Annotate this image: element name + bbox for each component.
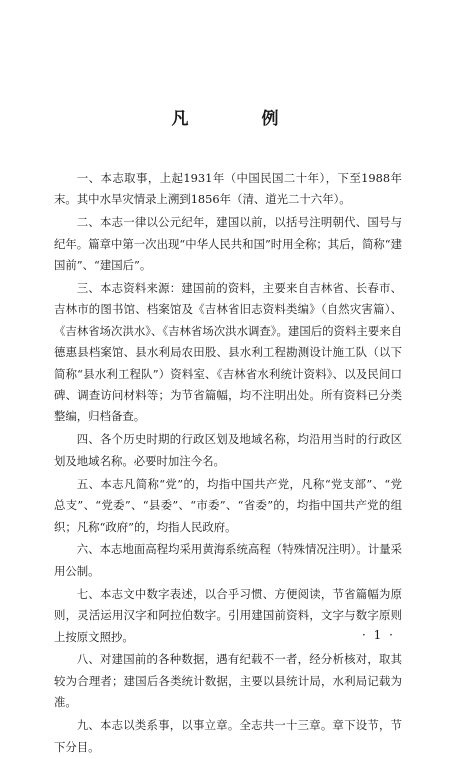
page-title: 凡 例 (171, 109, 307, 129)
page-number: · 1 · (362, 628, 395, 642)
paragraph-5: 五、本志凡简称“党”的，均指中国共产党，凡称“党支部”、“党总支”、“党委”、“县委”、“市委”、“省委”的，均指中国共产党的组织；凡称“政府”的，均指人民政府。 (54, 476, 402, 534)
paragraph-2: 二、本志一律以公元纪年，建国以前，以括号注明朝代、国号与纪年。篇章中第一次出现“中华人民共和国”时用全称；其后，简称“建国前”、“建国后”。 (54, 215, 402, 273)
paragraph-6: 六、本志地面高程均采用黄海系统高程（特殊情况注明）。计量采用公制。 (54, 542, 402, 578)
document-body (54, 168, 402, 759)
paragraph-1: 一、本志取事，上起1931年（中国民国二十年），下至1988年末。其中水旱灾情录上溯到1856年（清、道光二十六年）。 (54, 171, 402, 207)
paragraph-4: 四、各个历史时期的行政区划及地域名称，均沿用当时的行政区划及地域名称。必要时加注今名。 (54, 432, 402, 468)
paragraph-9: 九、本志以类系事，以事立章。全志共一十三章。章下设节，节下分目。 (54, 718, 402, 754)
paragraph-3: 三、本志资料来源：建国前的资料，主要来自吉林省、长春市、吉林市的图书馆、档案馆及《吉林省旧志资料类编》（自然灾害篇）、《吉林省场次洪水》、《吉林省场次洪水调查》。建国后的资料主要来自德惠县档案馆、县水利局农田股、县水利工程勘测设计施工队（以下简称“县水利工程队”）资料室、《吉林省水利统计资料》、以及民间口碑、调查访问材料等；为节省篇幅，均不注明出处。所有资料已分类整编，归档备查。 (54, 281, 402, 424)
paragraph-8: 八、对建国前的各种数据，遇有纪载不一者，经分析核对，取其较为合理者；建国后各类统计数据，主要以县统计局，水利局记载为准。 (54, 652, 402, 710)
paragraph-7: 七、本志文中数字表述，以合乎习惯、方便阅读，节省篇幅为原则，灵活运用汉字和阿拉伯数字。引用建国前资料，文字与数字原则上按原文照抄。 (54, 586, 402, 644)
